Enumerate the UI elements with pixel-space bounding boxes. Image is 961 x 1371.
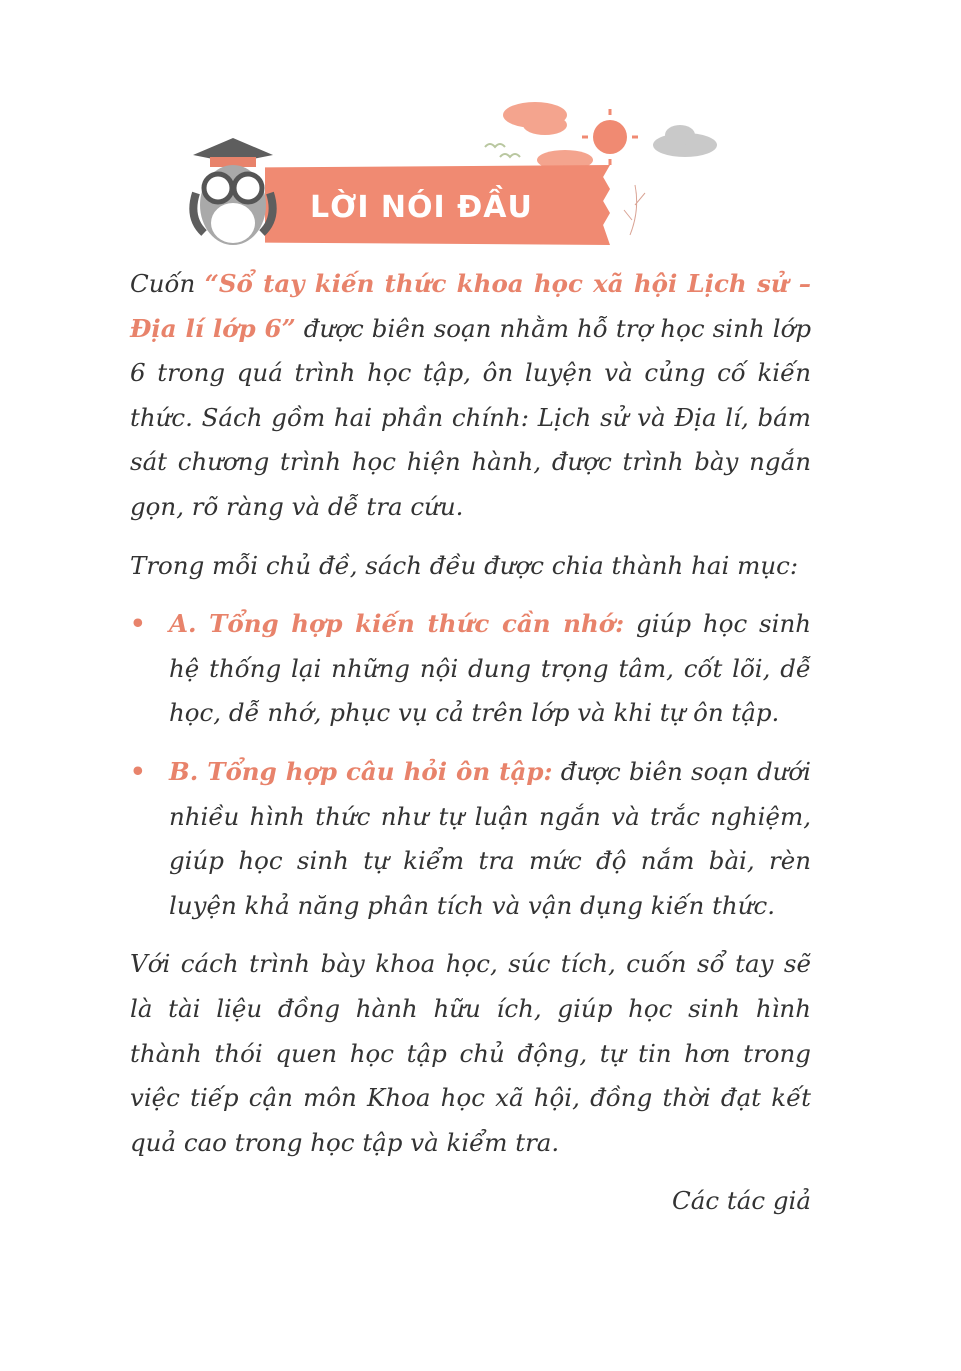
section-label: B. Tổng hợp câu hỏi ôn tập: — [169, 756, 553, 786]
intro-prefix: Cuốn — [130, 269, 205, 298]
section-list — [130, 602, 811, 928]
sections-intro: Trong mỗi chủ đề, sách đều được chia thành hai mục: — [130, 550, 799, 580]
page-title: LỜI NÓI ĐẦU — [310, 190, 533, 225]
section-label: A. Tổng hợp kiến thức cần nhớ: — [169, 609, 625, 639]
preface-body — [130, 262, 811, 1238]
section-text: được biên soạn dưới nhiều hình thức như tự luận ngắn và trắc nghiệm, giúp học sinh tự kiểm tra mức độ nắm bài, rèn luyện khả năng phân tích và vận dụng kiến thức. — [169, 756, 811, 920]
bullet-icon: • — [130, 609, 146, 639]
section-text: giúp học sinh hệ thống lại những nội dung trọng tâm, cốt lõi, dễ học, dễ nhớ, phục vụ cả trên lớp và khi tự ôn tập. — [169, 609, 812, 728]
signature: Các tác giả — [672, 1186, 811, 1216]
header-banner — [180, 95, 740, 255]
owl-mascot-icon — [188, 133, 288, 248]
intro-text: được biên soạn nhằm hỗ trợ học sinh lớp 6 trong quá trình học tập, ôn luyện và củng cố kiến thức. Sách gồm hai phần chính: Lịch sử và Địa lí, bám sát chương trình học hiện hành, được trình bày ngắn gọn, rõ ràng và dễ tra cứu. — [130, 313, 811, 521]
bullet-icon: • — [130, 756, 146, 786]
book-title: “Sổ tay kiến thức khoa học xã hội Lịch sử – Địa lí lớp 6” — [130, 269, 812, 343]
closing-paragraph: Với cách trình bày khoa học, súc tích, cuốn sổ tay sẽ là tài liệu đồng hành hữu ích, giúp học sinh hình thành thói quen học tập chủ động, tự tin hơn trong việc tiếp cận môn Khoa học xã hội, đồng thời đạt kết quả cao trong học tập và kiểm tra. — [130, 949, 811, 1157]
list-item — [130, 602, 811, 736]
intro-paragraph — [130, 262, 811, 530]
list-item — [130, 750, 811, 928]
